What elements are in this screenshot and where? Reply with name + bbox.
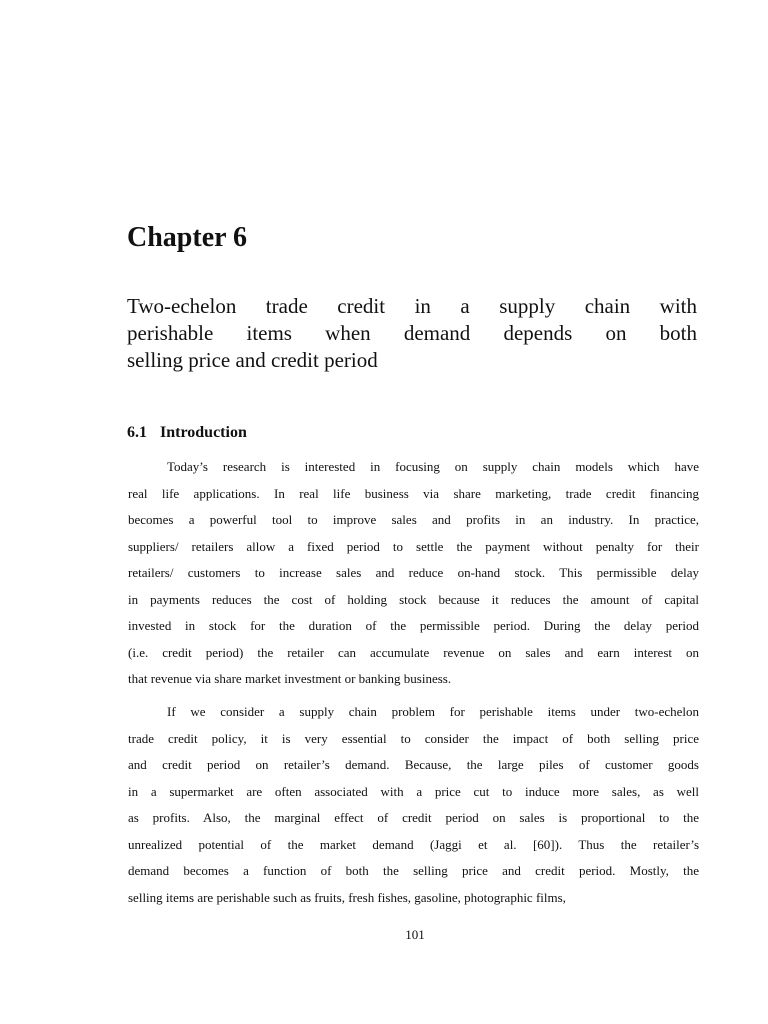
paragraph-line: becomes a powerful tool to improve sales and profits in an industry. In practice, bbox=[128, 512, 699, 527]
chapter-title-line: selling price and credit period bbox=[127, 348, 378, 372]
section-number: 6.1 bbox=[127, 424, 147, 441]
paragraph-line: and credit period on retailer’s demand. Because, the large piles of customer goods bbox=[128, 757, 699, 772]
body-paragraph bbox=[128, 454, 699, 693]
paragraph-line: real life applications. In real life business via share marketing, trade credit financing bbox=[128, 485, 699, 501]
body-paragraph bbox=[128, 699, 699, 911]
chapter-title-line: Two-echelon trade credit in a supply chain with bbox=[127, 294, 697, 318]
paragraph-line: that revenue via share market investment or banking business. bbox=[128, 671, 452, 686]
paragraph-line: suppliers/ retailers allow a fixed period to settle the payment without penalty for their bbox=[128, 538, 699, 554]
paragraph-line: invested in stock for the duration of the permissible period. During the delay period bbox=[128, 618, 699, 633]
chapter-title-line: perishable items when demand depends on both bbox=[127, 321, 697, 345]
paragraph-line: as profits. Also, the marginal effect of credit period on sales is proportional to the bbox=[128, 810, 699, 825]
chapter-title bbox=[127, 293, 697, 374]
paragraph-line: retailers/ customers to increase sales and reduce on-hand stock. This permissible delay bbox=[128, 565, 699, 580]
section-title: Introduction bbox=[160, 424, 247, 441]
paragraph-line: selling items are perishable such as fruits, fresh fishes, gasoline, photographic films, bbox=[128, 889, 566, 905]
page-number: 101 bbox=[405, 927, 425, 942]
paragraph-line: unrealized potential of the market demand (Jaggi et al. [60]). Thus the retailer’s bbox=[128, 836, 699, 852]
paragraph-line: demand becomes a function of both the selling price and credit period. Mostly, the bbox=[128, 863, 699, 878]
section-heading bbox=[127, 422, 247, 444]
paragraph-line: in a supermarket are often associated with a price cut to induce more sales, as well bbox=[128, 783, 699, 799]
paragraph-line: trade credit policy, it is very essential to consider the impact of both selling price bbox=[128, 730, 699, 746]
paragraph-line: (i.e. credit period) the retailer can accumulate revenue on sales and earn interest on bbox=[128, 644, 699, 660]
chapter-heading: Chapter 6 bbox=[127, 222, 248, 253]
paragraph-line: If we consider a supply chain problem for perishable items under two-echelon bbox=[167, 704, 699, 719]
paragraph-line: Today’s research is interested in focusing on supply chain models which have bbox=[167, 459, 699, 474]
paragraph-line: in payments reduces the cost of holding stock because it reduces the amount of capital bbox=[128, 591, 699, 607]
